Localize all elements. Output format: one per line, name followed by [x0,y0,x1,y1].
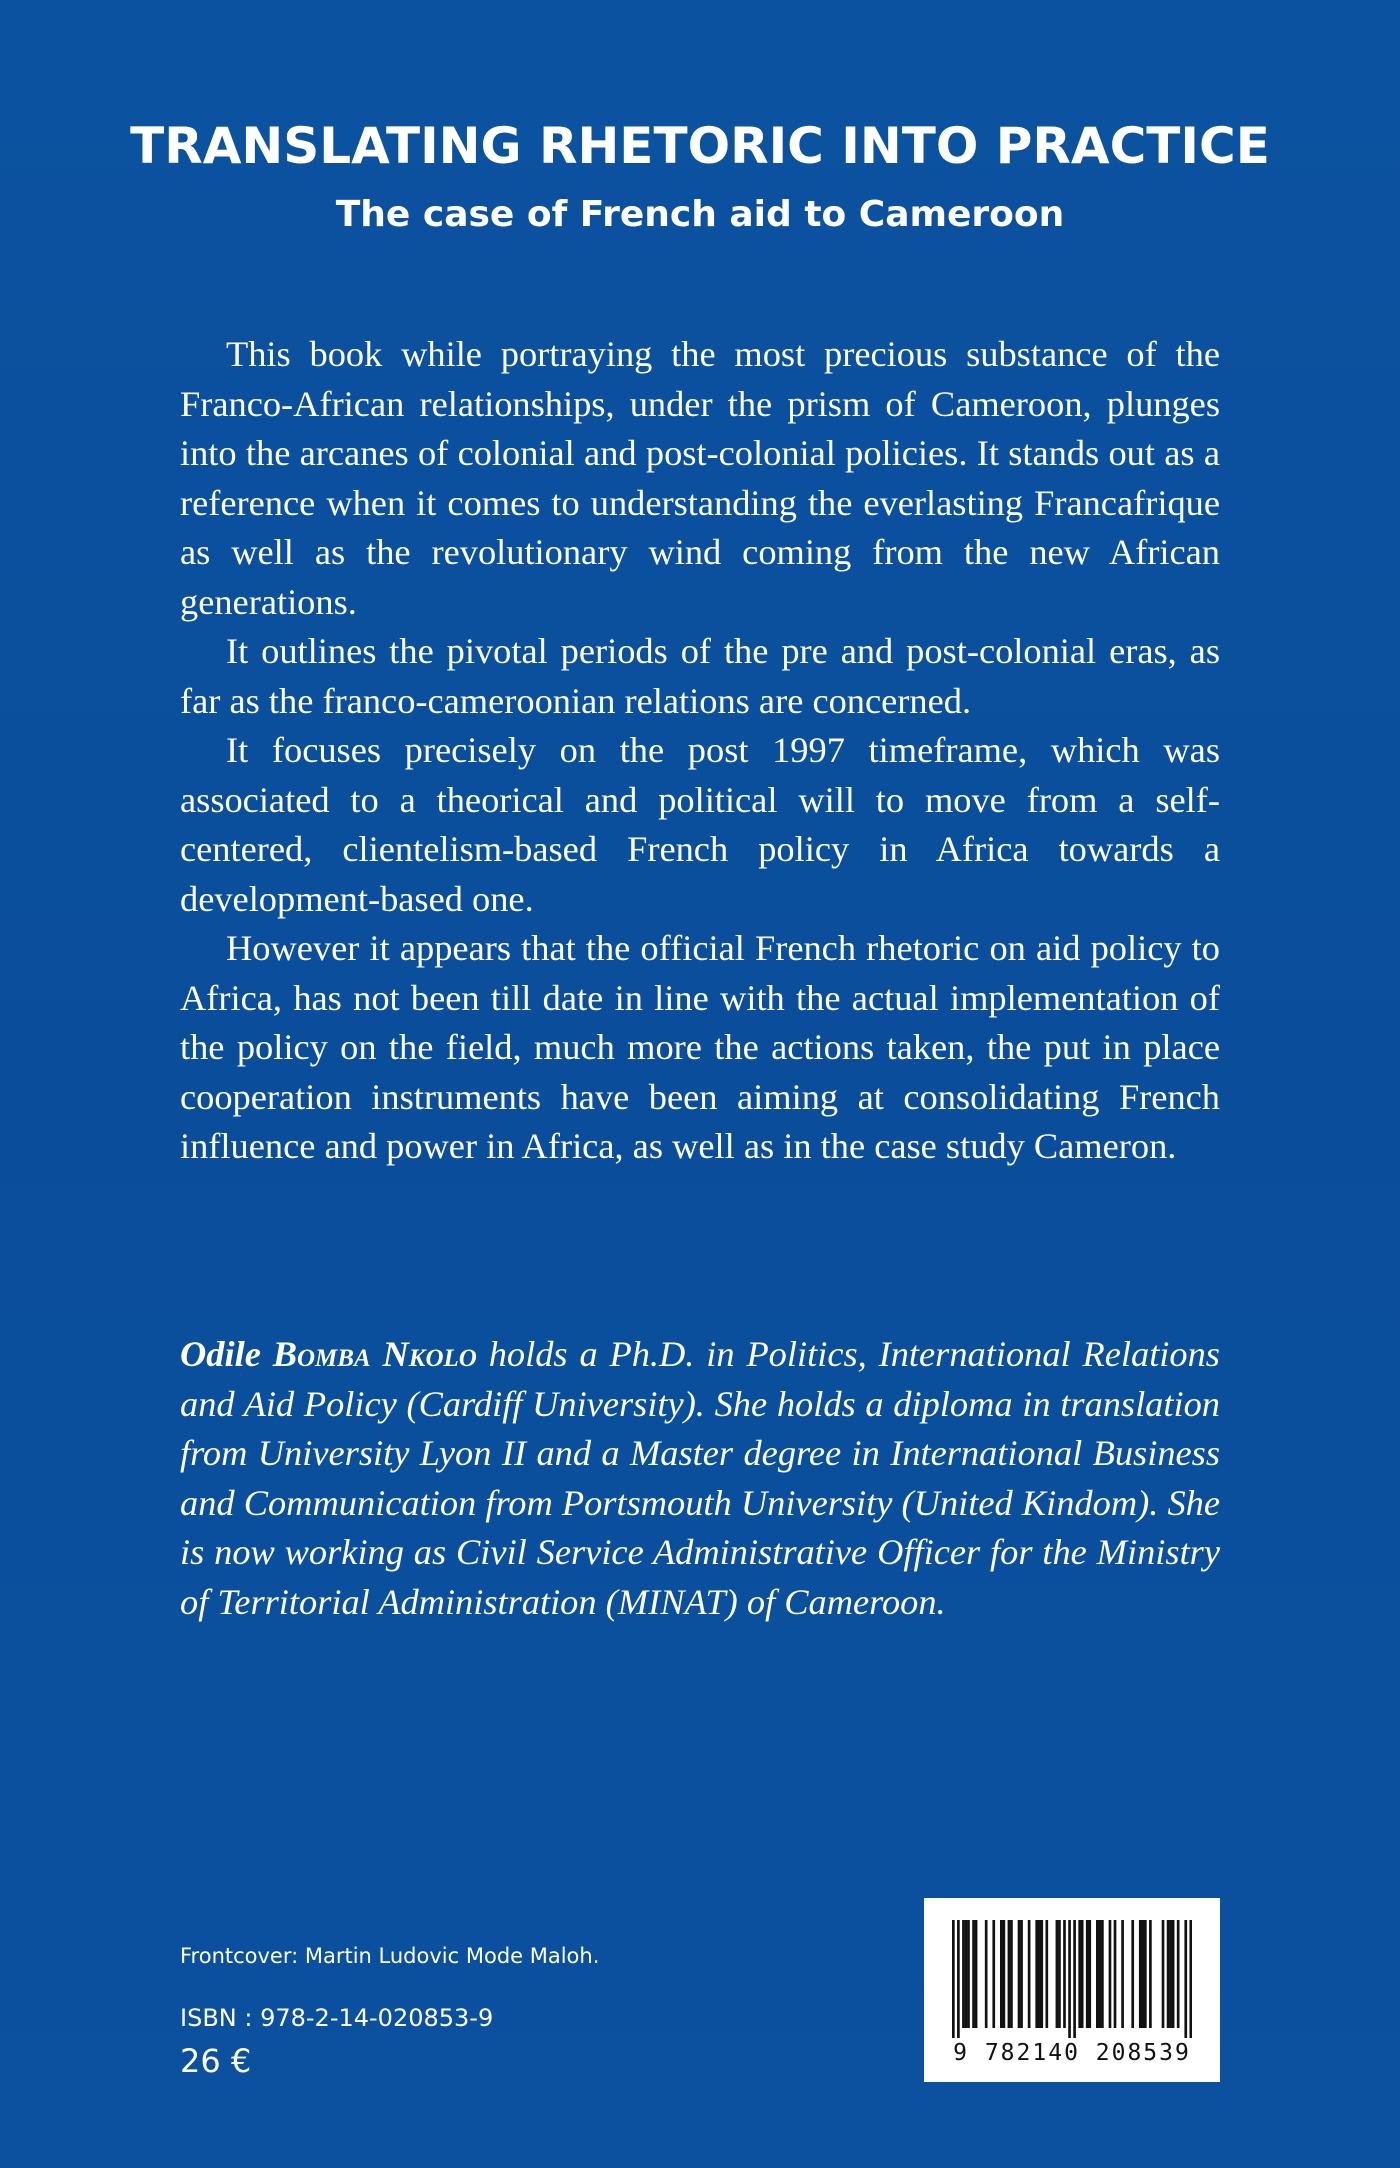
barcode-bar [1003,1920,1006,2028]
barcode-bar [1149,1920,1152,2028]
barcode-digits: 9 782140 208539 [953,2040,1191,2066]
author-bio-text: holds a Ph.D. in Politics, International Relations and Aid Policy (Cardiff University). She holds a diploma in translation from University Lyon II and a Master degree in International Business and Communication from Portsmouth University (United Kindom). She is now working as Civil Service Administrative Officer for the Ministry of Territorial Administration (MINAT) of Cameroon. [180,1334,1220,1622]
barcode-bar [1010,1920,1013,2028]
barcode-bar [1169,1920,1172,2028]
barcode-bars [952,1920,1192,2038]
barcode-bar [1018,1920,1021,2028]
barcode-bar [1162,1920,1165,2028]
barcode-bar [1038,1920,1041,2028]
barcode-bar [1086,1920,1089,2028]
author-first-name: Odile [180,1334,261,1374]
barcode-bar [1144,1920,1147,2028]
cover-credit: Frontcover: Martin Ludovic Mode Maloh. [180,1944,600,1968]
barcode-bar [1020,1920,1023,2028]
barcode-bar [1096,1920,1099,2028]
barcode-bar [1189,1920,1192,2038]
barcode-bar [1040,1920,1043,2028]
book-title: TRANSLATING RHETORIC INTO PRACTICE [130,117,1270,175]
barcode-bar [1114,1920,1117,2028]
author-name [180,1334,477,1374]
barcode-bar [1008,1920,1011,2028]
barcode-bar [985,1920,988,2028]
barcode-bar [1184,1920,1187,2038]
barcode-bar [1078,1920,1081,2028]
barcode-bar [992,1920,995,2028]
blurb-paragraph: It focuses precisely on the post 1997 timeframe, which was associated to a theorical and political will to move from a self-centered, clientelism-based French policy in Africa towards a development-based one. [180,730,1220,919]
isbn: ISBN : 978-2-14-020853-9 [180,2004,494,2032]
barcode-bar [975,1920,978,2028]
barcode-bar [1139,1920,1142,2028]
barcode-bar [1000,1920,1003,2028]
barcode-bar [972,1920,975,2028]
barcode [924,1898,1220,2082]
barcode-bar [957,1920,960,2038]
blurb-paragraph: It outlines the pivotal periods of the pre and post-colonial eras, as far as the franco-cameroonian relations are concerned. [180,631,1220,721]
barcode-bar [1172,1920,1175,2028]
author-last-name: Bomba Nkolo [272,1334,477,1374]
barcode-bar [1088,1920,1091,2028]
barcode-bar [1068,1920,1071,2038]
barcode-bar [1045,1920,1048,2028]
barcode-bar [1131,1920,1134,2028]
price: 26 € [180,2042,252,2080]
barcode-bar [952,1920,955,2038]
blurb-paragraph: However it appears that the official French rhetoric on aid policy to Africa, has not been till date in line with the actual implementation of the policy on the field, much more the actions taken, the put in place cooperation instruments have been aiming at consolidating French influence and power in Africa, as well as in the case study Cameron. [180,928,1220,1166]
barcode-bar [1101,1920,1104,2028]
barcode-bar [1028,1920,1031,2028]
barcode-bar [1073,1920,1076,2038]
barcode-bar [1081,1920,1084,2028]
barcode-bar [1167,1920,1170,2028]
blurb-paragraph: This book while portraying the most precious substance of the Franco-African relationships, under the prism of Cameroon, plunges into the arcanes of colonial and post-colonial policies. It stands out as a reference when it comes to understanding the everlasting Francafrique as well as the revolutionary wind coming from the new African generations. [180,334,1220,622]
barcode-bar [1056,1920,1059,2028]
barcode-bar [1058,1920,1061,2028]
blurb [180,330,1220,1172]
barcode-bar [962,1920,965,2028]
barcode-bar [1109,1920,1112,2028]
barcode-bar [1099,1920,1102,2028]
barcode-bar [1035,1920,1038,2028]
book-subtitle: The case of French aid to Cameroon [335,194,1065,235]
barcode-bar [967,1920,970,2028]
barcode-bar [1141,1920,1144,2028]
author-bio [180,1330,1220,1627]
barcode-bar [965,1920,968,2028]
barcode-bar [1063,1920,1066,2028]
barcode-bar [1121,1920,1124,2028]
barcode-bar [1177,1920,1180,2028]
